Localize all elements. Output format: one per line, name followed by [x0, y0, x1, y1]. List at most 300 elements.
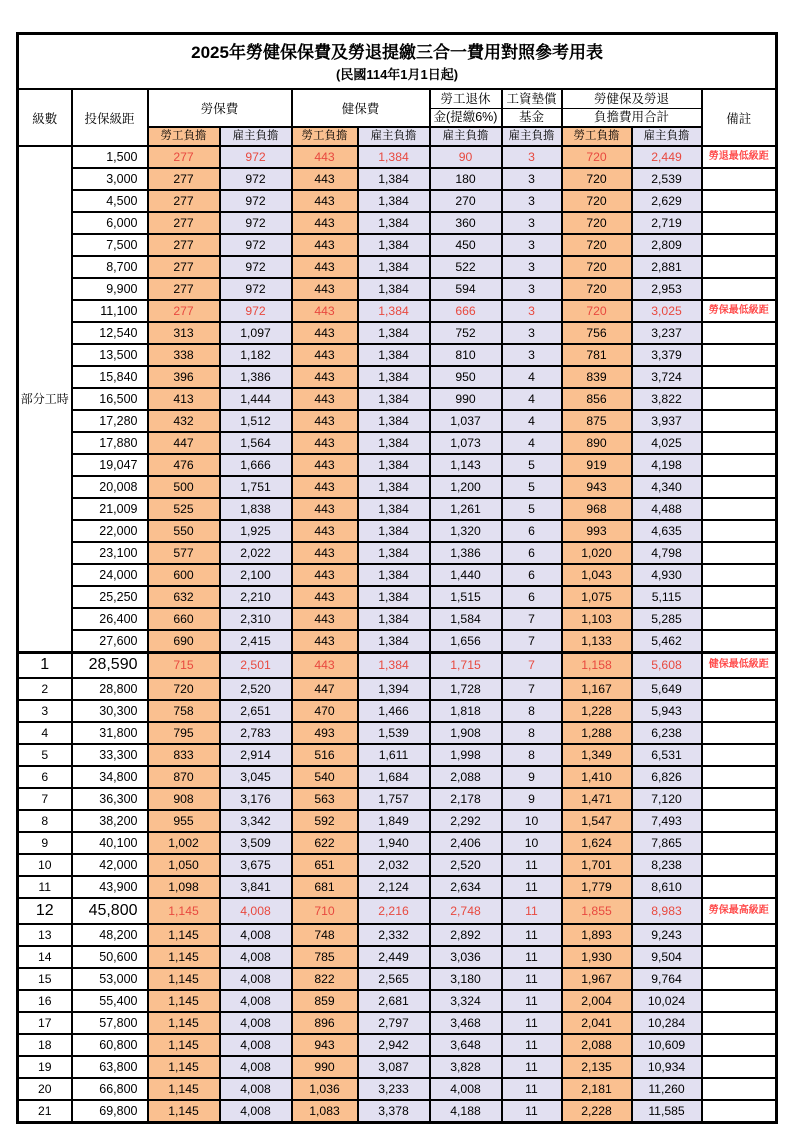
cell-value: 4,340	[632, 476, 702, 498]
cell-bracket: 16,500	[72, 388, 148, 410]
header-labor-insurance: 勞保費	[148, 89, 292, 127]
cell-value: 833	[148, 744, 220, 766]
cell-value: 710	[292, 898, 358, 924]
cell-value: 1,145	[148, 1012, 220, 1034]
header-pension-line1: 勞工退休	[431, 91, 501, 109]
cell-value: 990	[292, 1056, 358, 1078]
cell-remark	[702, 1100, 777, 1122]
table-row	[18, 520, 777, 542]
cell-value: 3	[502, 168, 562, 190]
cell-value: 3,180	[430, 968, 502, 990]
header-wage-fund-line1: 工資墊償	[503, 91, 561, 109]
cell-bracket: 34,800	[72, 766, 148, 788]
cell-value: 720	[148, 678, 220, 700]
cell-value: 7,865	[632, 832, 702, 854]
cell-value: 1,050	[148, 854, 220, 876]
cell-value: 5	[502, 476, 562, 498]
cell-remark	[702, 968, 777, 990]
cell-value: 2,088	[562, 1034, 632, 1056]
cell-value: 3,045	[220, 766, 292, 788]
cell-value: 1,384	[358, 564, 430, 586]
cell-value: 4,008	[220, 1056, 292, 1078]
cell-value: 7	[502, 678, 562, 700]
cell-value: 720	[562, 146, 632, 168]
cell-value: 3,379	[632, 344, 702, 366]
cell-remark	[702, 608, 777, 630]
cell-remark	[702, 234, 777, 256]
cell-value: 443	[292, 300, 358, 322]
cell-value: 4,008	[220, 946, 292, 968]
cell-value: 277	[148, 146, 220, 168]
page-subtitle: (民國114年1月1日起)	[336, 66, 459, 82]
cell-value: 4,188	[430, 1100, 502, 1122]
cell-value: 10	[502, 832, 562, 854]
table-row	[18, 432, 777, 454]
subheader-wage-fund-employer: 雇主負擔	[502, 127, 562, 146]
cell-remark	[702, 322, 777, 344]
cell-remark	[702, 924, 777, 946]
cell-level: 16	[18, 990, 72, 1012]
cell-value: 2,520	[220, 678, 292, 700]
cell-remark	[702, 388, 777, 410]
cell-value: 972	[220, 190, 292, 212]
cell-value: 972	[220, 146, 292, 168]
cell-value: 7	[502, 608, 562, 630]
cell-value: 5	[502, 454, 562, 476]
cell-value: 360	[430, 212, 502, 234]
cell-value: 9	[502, 766, 562, 788]
cell-value: 5,115	[632, 586, 702, 608]
cell-value: 9,764	[632, 968, 702, 990]
cell-bracket: 48,200	[72, 924, 148, 946]
table-row	[18, 1100, 777, 1122]
cell-value: 447	[148, 432, 220, 454]
cell-value: 1,779	[562, 876, 632, 898]
cell-value: 1,940	[358, 832, 430, 854]
cell-value: 2,565	[358, 968, 430, 990]
cell-value: 443	[292, 344, 358, 366]
cell-value: 1,930	[562, 946, 632, 968]
cell-value: 715	[148, 652, 220, 678]
cell-value: 11,585	[632, 1100, 702, 1122]
cell-value: 4	[502, 410, 562, 432]
table-row	[18, 454, 777, 476]
table-row	[18, 700, 777, 722]
cell-value: 972	[220, 234, 292, 256]
cell-value: 1,384	[358, 608, 430, 630]
cell-value: 6,531	[632, 744, 702, 766]
cell-remark	[702, 700, 777, 722]
subheader-health-employer: 雇主負擔	[358, 127, 430, 146]
cell-remark	[702, 810, 777, 832]
cell-value: 896	[292, 1012, 358, 1034]
cell-bracket: 42,000	[72, 854, 148, 876]
cell-value: 875	[562, 410, 632, 432]
cell-value: 1,728	[430, 678, 502, 700]
cell-value: 11	[502, 1034, 562, 1056]
cell-value: 3	[502, 212, 562, 234]
cell-value: 11	[502, 1012, 562, 1034]
cell-value: 2,100	[220, 564, 292, 586]
cell-bracket: 3,000	[72, 168, 148, 190]
cell-bracket: 17,280	[72, 410, 148, 432]
cell-value: 720	[562, 256, 632, 278]
cell-value: 1,384	[358, 388, 430, 410]
cell-value: 795	[148, 722, 220, 744]
cell-value: 3,233	[358, 1078, 430, 1100]
cell-value: 720	[562, 168, 632, 190]
cell-value: 2,681	[358, 990, 430, 1012]
table-row	[18, 498, 777, 520]
cell-value: 1,384	[358, 278, 430, 300]
cell-value: 1,838	[220, 498, 292, 520]
cell-value: 3,036	[430, 946, 502, 968]
cell-value: 839	[562, 366, 632, 388]
cell-value: 1,158	[562, 652, 632, 678]
cell-value: 2,651	[220, 700, 292, 722]
cell-value: 1,384	[358, 344, 430, 366]
cell-value: 810	[430, 344, 502, 366]
cell-value: 1,036	[292, 1078, 358, 1100]
cell-value: 1,133	[562, 630, 632, 652]
cell-level: 9	[18, 832, 72, 854]
cell-remark	[702, 256, 777, 278]
cell-value: 443	[292, 322, 358, 344]
table-row	[18, 322, 777, 344]
cell-value: 2,228	[562, 1100, 632, 1122]
cell-value: 781	[562, 344, 632, 366]
cell-remark	[702, 278, 777, 300]
cell-value: 2,501	[220, 652, 292, 678]
cell-value: 720	[562, 212, 632, 234]
cell-value: 6,826	[632, 766, 702, 788]
cell-value: 4,635	[632, 520, 702, 542]
table-row	[18, 168, 777, 190]
cell-value: 1,098	[148, 876, 220, 898]
cell-value: 5,462	[632, 630, 702, 652]
cell-value: 277	[148, 190, 220, 212]
table-row	[18, 1078, 777, 1100]
cell-value: 540	[292, 766, 358, 788]
cell-value: 413	[148, 388, 220, 410]
cell-bracket: 60,800	[72, 1034, 148, 1056]
cell-value: 943	[292, 1034, 358, 1056]
table-row	[18, 278, 777, 300]
cell-value: 1,444	[220, 388, 292, 410]
cell-value: 4,488	[632, 498, 702, 520]
cell-value: 277	[148, 278, 220, 300]
cell-value: 4,008	[220, 924, 292, 946]
cell-value: 2,449	[632, 146, 702, 168]
cell-bracket: 43,900	[72, 876, 148, 898]
table-row	[18, 190, 777, 212]
cell-bracket: 63,800	[72, 1056, 148, 1078]
table-row	[18, 876, 777, 898]
cell-value: 3	[502, 256, 562, 278]
cell-value: 443	[292, 410, 358, 432]
cell-value: 1,075	[562, 586, 632, 608]
cell-value: 550	[148, 520, 220, 542]
cell-value: 10,609	[632, 1034, 702, 1056]
cell-value: 1,584	[430, 608, 502, 630]
subheader-labor-employee: 勞工負擔	[148, 127, 220, 146]
table-row	[18, 410, 777, 432]
cell-value: 11	[502, 1100, 562, 1122]
cell-value: 1,145	[148, 1100, 220, 1122]
cell-value: 3	[502, 190, 562, 212]
cell-value: 4,798	[632, 542, 702, 564]
cell-value: 993	[562, 520, 632, 542]
cell-level: 13	[18, 924, 72, 946]
cell-value: 1,384	[358, 630, 430, 652]
title-cell	[18, 34, 777, 90]
cell-value: 1,384	[358, 146, 430, 168]
cell-value: 4,008	[430, 1078, 502, 1100]
cell-value: 972	[220, 300, 292, 322]
cell-value: 1,466	[358, 700, 430, 722]
cell-level: 21	[18, 1100, 72, 1122]
cell-value: 720	[562, 190, 632, 212]
cell-remark	[702, 520, 777, 542]
cell-value: 856	[562, 388, 632, 410]
table-row	[18, 564, 777, 586]
cell-value: 443	[292, 432, 358, 454]
cell-value: 822	[292, 968, 358, 990]
cell-value: 443	[292, 212, 358, 234]
cell-value: 3,937	[632, 410, 702, 432]
cell-value: 443	[292, 388, 358, 410]
cell-level: 4	[18, 722, 72, 744]
cell-value: 3	[502, 278, 562, 300]
cell-value: 2,004	[562, 990, 632, 1012]
cell-value: 972	[220, 212, 292, 234]
table-row	[18, 990, 777, 1012]
subheader-pension-employer: 雇主負擔	[430, 127, 502, 146]
cell-level: 18	[18, 1034, 72, 1056]
cell-value: 1,666	[220, 454, 292, 476]
cell-value: 447	[292, 678, 358, 700]
cell-remark	[702, 498, 777, 520]
cell-value: 396	[148, 366, 220, 388]
table-row	[18, 476, 777, 498]
cell-value: 3,822	[632, 388, 702, 410]
cell-value: 3,324	[430, 990, 502, 1012]
cell-value: 1,684	[358, 766, 430, 788]
cell-value: 758	[148, 700, 220, 722]
cell-value: 1,384	[358, 542, 430, 564]
table-row	[18, 146, 777, 168]
cell-value: 600	[148, 564, 220, 586]
cell-value: 859	[292, 990, 358, 1012]
cell-value: 443	[292, 542, 358, 564]
cell-value: 1,145	[148, 1078, 220, 1100]
cell-value: 7,493	[632, 810, 702, 832]
cell-bracket: 25,250	[72, 586, 148, 608]
cell-value: 1,073	[430, 432, 502, 454]
subheader-total-employee: 勞工負擔	[562, 127, 632, 146]
cell-value: 4,198	[632, 454, 702, 476]
cell-value: 11	[502, 898, 562, 924]
cell-value: 1,384	[358, 234, 430, 256]
cell-value: 3	[502, 322, 562, 344]
cell-value: 443	[292, 586, 358, 608]
table-row	[18, 630, 777, 652]
cell-value: 1,384	[358, 520, 430, 542]
cell-bracket: 30,300	[72, 700, 148, 722]
cell-value: 7,120	[632, 788, 702, 810]
cell-value: 752	[430, 322, 502, 344]
table-row	[18, 854, 777, 876]
subheader-health-employee: 勞工負擔	[292, 127, 358, 146]
cell-value: 2,634	[430, 876, 502, 898]
cell-value: 1,020	[562, 542, 632, 564]
cell-value: 90	[430, 146, 502, 168]
cell-value: 7	[502, 652, 562, 678]
cell-value: 5,943	[632, 700, 702, 722]
cell-value: 990	[430, 388, 502, 410]
cell-value: 1,320	[430, 520, 502, 542]
cell-value: 1,384	[358, 168, 430, 190]
cell-value: 1,083	[292, 1100, 358, 1122]
table-row	[18, 388, 777, 410]
table-row	[18, 924, 777, 946]
cell-value: 2,310	[220, 608, 292, 630]
cell-level: 1	[18, 652, 72, 678]
cell-value: 6	[502, 542, 562, 564]
cell-value: 2,178	[430, 788, 502, 810]
subheader-total-employer: 雇主負擔	[632, 127, 702, 146]
cell-value: 1,145	[148, 1056, 220, 1078]
cell-value: 3,509	[220, 832, 292, 854]
cell-bracket: 24,000	[72, 564, 148, 586]
cell-value: 1,384	[358, 586, 430, 608]
cell-bracket: 20,008	[72, 476, 148, 498]
cell-value: 592	[292, 810, 358, 832]
cell-bracket: 53,000	[72, 968, 148, 990]
cell-value: 1,143	[430, 454, 502, 476]
cell-value: 3,237	[632, 322, 702, 344]
cell-value: 1,849	[358, 810, 430, 832]
cell-value: 1,145	[148, 968, 220, 990]
cell-value: 3,675	[220, 854, 292, 876]
cell-value: 1,228	[562, 700, 632, 722]
cell-value: 443	[292, 520, 358, 542]
table-row	[18, 652, 777, 678]
cell-value: 1,288	[562, 722, 632, 744]
subheader-labor-employer: 雇主負擔	[220, 127, 292, 146]
cell-value: 1,547	[562, 810, 632, 832]
cell-remark	[702, 788, 777, 810]
cell-value: 432	[148, 410, 220, 432]
cell-value: 180	[430, 168, 502, 190]
cell-value: 11	[502, 1056, 562, 1078]
cell-value: 622	[292, 832, 358, 854]
table-row	[18, 212, 777, 234]
cell-value: 1,757	[358, 788, 430, 810]
cell-value: 1,539	[358, 722, 430, 744]
fee-table	[16, 32, 778, 1124]
cell-value: 2,539	[632, 168, 702, 190]
header-remark: 備註	[702, 89, 777, 146]
cell-value: 6	[502, 520, 562, 542]
cell-value: 443	[292, 234, 358, 256]
cell-value: 2,953	[632, 278, 702, 300]
cell-bracket: 40,100	[72, 832, 148, 854]
cell-value: 1,384	[358, 454, 430, 476]
cell-value: 1,624	[562, 832, 632, 854]
cell-value: 1,145	[148, 924, 220, 946]
cell-value: 443	[292, 366, 358, 388]
header-total-line2: 負擔費用合計	[593, 109, 669, 124]
cell-remark: 勞退最低級距	[702, 146, 777, 168]
cell-value: 443	[292, 454, 358, 476]
cell-value: 4,008	[220, 1078, 292, 1100]
cell-value: 3,468	[430, 1012, 502, 1034]
header-row-groups	[18, 89, 777, 127]
cell-value: 1,440	[430, 564, 502, 586]
cell-value: 11	[502, 1078, 562, 1100]
cell-bracket: 50,600	[72, 946, 148, 968]
header-pension-line2: 金(提繳6%)	[433, 109, 498, 124]
cell-level: 5	[18, 744, 72, 766]
cell-remark	[702, 946, 777, 968]
cell-value: 5	[502, 498, 562, 520]
table-row	[18, 968, 777, 990]
cell-value: 2,088	[430, 766, 502, 788]
cell-value: 3	[502, 300, 562, 322]
cell-value: 10,284	[632, 1012, 702, 1034]
cell-bracket: 19,047	[72, 454, 148, 476]
cell-level: 11	[18, 876, 72, 898]
cell-value: 1,564	[220, 432, 292, 454]
cell-remark	[702, 454, 777, 476]
cell-value: 9,243	[632, 924, 702, 946]
cell-value: 277	[148, 234, 220, 256]
cell-value: 563	[292, 788, 358, 810]
cell-value: 4,930	[632, 564, 702, 586]
cell-bracket: 4,500	[72, 190, 148, 212]
cell-remark	[702, 854, 777, 876]
cell-remark	[702, 190, 777, 212]
cell-level: 14	[18, 946, 72, 968]
cell-value: 1,349	[562, 744, 632, 766]
header-health-insurance: 健保費	[292, 89, 430, 127]
cell-value: 919	[562, 454, 632, 476]
cell-value: 1,701	[562, 854, 632, 876]
cell-bracket: 6,000	[72, 212, 148, 234]
table-row	[18, 722, 777, 744]
table-body	[18, 146, 777, 1122]
cell-value: 11	[502, 876, 562, 898]
cell-remark: 勞保最低級距	[702, 300, 777, 322]
cell-value: 10,934	[632, 1056, 702, 1078]
cell-value: 1,384	[358, 256, 430, 278]
cell-value: 4,008	[220, 1100, 292, 1122]
cell-value: 577	[148, 542, 220, 564]
title-row	[18, 34, 777, 90]
cell-value: 1,386	[430, 542, 502, 564]
cell-value: 943	[562, 476, 632, 498]
cell-value: 1,410	[562, 766, 632, 788]
table-row	[18, 256, 777, 278]
cell-value: 522	[430, 256, 502, 278]
cell-value: 720	[562, 278, 632, 300]
cell-value: 11,260	[632, 1078, 702, 1100]
cell-value: 270	[430, 190, 502, 212]
cell-value: 972	[220, 256, 292, 278]
cell-value: 2,022	[220, 542, 292, 564]
cell-remark	[702, 476, 777, 498]
